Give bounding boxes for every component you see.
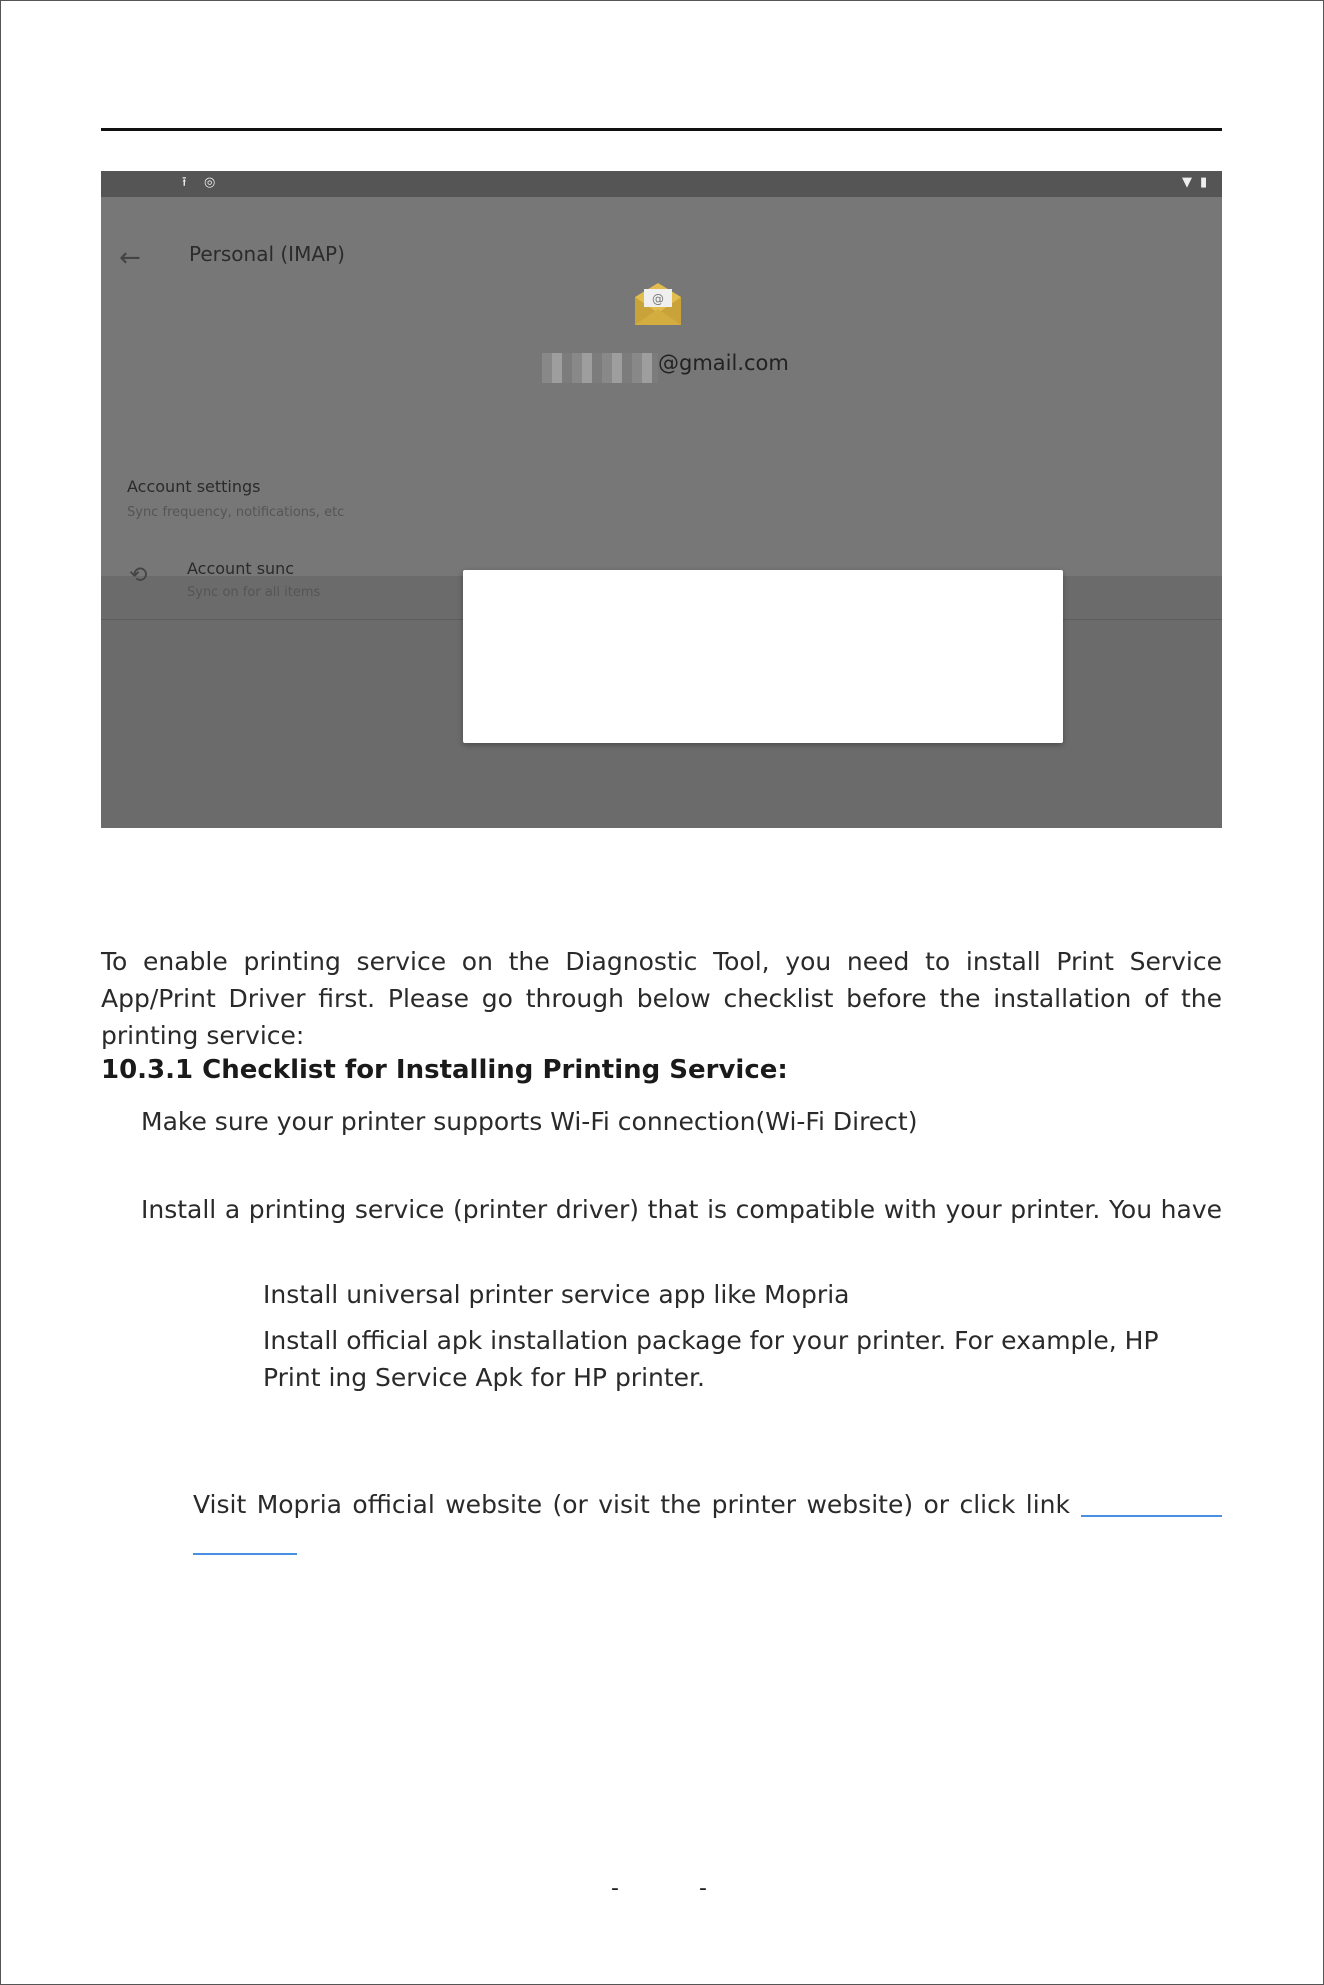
account-sync-subtitle: Sync on for all items [187,585,321,600]
app-title: Personal (IMAP) [189,242,345,266]
checklist-item-2: Install a printing service (printer driver) that is compatible with your printer. You have [141,1195,1222,1224]
account-email: @gmail.com [658,351,789,375]
visit-instruction: Visit Mopria official website (or visit the printer website) or click link [193,1490,1070,1519]
upload-icon: ⭱ [182,175,187,190]
sub-item-2: Install official apk installation package for your printer. For example, HP Print ing Service Apk for HP printer. [263,1326,1159,1392]
page-number-dash-left: - [611,1876,619,1901]
header-rule [101,128,1222,131]
account-sync-title[interactable]: Account sunc [187,559,295,578]
dialog-box [463,570,1063,743]
link-underline[interactable] [1081,1515,1222,1517]
page-number-dash-right: - [699,1876,707,1901]
link-underline-continued[interactable] [193,1553,297,1555]
intro-paragraph: To enable printing service on the Diagnostic Tool, you need to install Print Service App/Print Driver first. Please go through below checklist before the installation of the printing service: [101,947,1222,1050]
sync-icon: ⟲ [129,563,148,588]
location-icon: ◎ [204,175,216,190]
app-screenshot [101,171,1222,828]
checklist-item-1: Make sure your printer supports Wi-Fi connection(Wi-Fi Direct) [141,1107,918,1136]
wifi-icon: ▼ [1182,175,1192,190]
back-arrow-icon[interactable]: ← [119,243,141,273]
sub-item-1: Install universal printer service app like Mopria [263,1280,850,1309]
svg-text:@: @ [652,292,664,306]
account-settings-subtitle: Sync frequency, notifications, etc [127,505,345,520]
battery-icon: ▮ [1200,175,1208,190]
redacted-email-user [542,353,658,383]
mail-icon [633,283,683,327]
status-bar [101,171,1222,197]
section-heading: 10.3.1 Checklist for Installing Printing Service: [101,1055,788,1085]
account-settings-title[interactable]: Account settings [127,477,261,496]
